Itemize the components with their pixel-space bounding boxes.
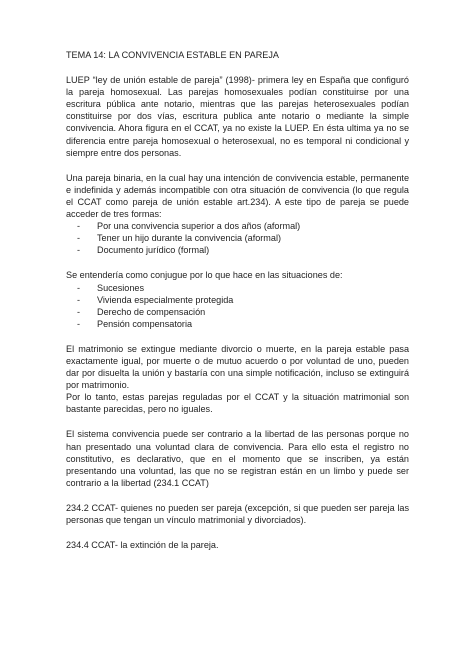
list-item (66, 306, 409, 318)
list-item-text: Vivienda especialmente protegida (97, 294, 234, 305)
list-dash-marker: - (77, 294, 81, 305)
document-title: TEMA 14: LA CONVIVENCIA ESTABLE EN PAREJA (66, 50, 279, 60)
paragraph-conjugue: Se entendería como conjugue por lo que hace en las situaciones de: (66, 270, 343, 281)
list-item (66, 220, 409, 232)
list-item-text: Derecho de compensación (97, 306, 206, 317)
list-item-text: Sucesiones (97, 282, 145, 293)
list-item (66, 232, 409, 244)
list-item (66, 318, 409, 330)
paragraph-matrimonio: El matrimonio se extingue mediante divorcio o muerte, en la pareja estable pasa exactamente igual, por muerte o de mutuo acuerdo o por voluntad de uno, pueden dar por disuelta la unión y bastaría con una simple notificación, incluso se extinguirá por matrimonio. (66, 343, 409, 391)
list-dash-marker: - (77, 245, 81, 256)
list-item-text: Documento jurídico (formal) (97, 245, 210, 256)
list-dash-marker: - (77, 318, 81, 329)
list-dash-marker: - (77, 221, 81, 232)
list-item-text: Pensión compensatoria (97, 318, 193, 329)
list-item-text: Por una convivencia superior a dos años (aformal) (97, 221, 301, 232)
document-body (66, 49, 409, 551)
list-situaciones (66, 282, 409, 330)
paragraph-pareja-binaria: Una pareja binaria, en la cual hay una intención de convivencia estable, permanente e indefinida y además incompatible con otra situación de convivencia (lo que regula el CCAT como pareja de unión estable art.234). A este tipo de pareja se puede acceder de tres formas: (66, 172, 409, 220)
list-item (66, 282, 409, 294)
list-formas-acceso (66, 220, 409, 256)
list-item (66, 294, 409, 306)
list-dash-marker: - (77, 282, 81, 293)
list-item (66, 244, 409, 256)
paragraph-art-234-4: 234.4 CCAT- la extinción de la pareja. (66, 540, 219, 551)
list-item-text: Tener un hijo durante la convivencia (aformal) (97, 233, 281, 244)
list-dash-marker: - (77, 233, 81, 244)
paragraph-por-lo-tanto: Por lo tanto, estas parejas reguladas por el CCAT y la situación matrimonial son bastante parecidas, pero no iguales. (66, 392, 409, 415)
paragraph-luep: LUEP “ley de unión estable de pareja” (1998)- primera ley en España que configuró la pareja homosexual. Las parejas homosexuales podían constituirse por una escritura pública ante notario, mientras que las parejas heterosexuales podían constituirse por dos vías, escritura publica ante notario o mediante la simple convivencia. Ahora figura en el CCAT, ya no existe la LUEP. En ésta ultima ya no se diferencia entre pareja homosexual o heterosexual, no es temporal ni condicional y siempre entre dos personas. (66, 75, 409, 158)
paragraph-art-234-2: 234.2 CCAT- quienes no pueden ser pareja (excepción, si que pueden ser pareja las personas que tengan un vínculo matrimonial y divorciados). (66, 502, 409, 525)
paragraph-sistema-convivencia: El sistema convivencia puede ser contrario a la libertad de las personas porque no han presentado una voluntad clara de convivencia. Para ello esta el registro no constitutivo, es declarativo, que en el momento que se inscriben, ya están presentando una voluntad, las que no se registran están en un limbo y puede ser contrario a la libertad (234.1 CCAT) (66, 429, 409, 488)
list-dash-marker: - (77, 306, 81, 317)
